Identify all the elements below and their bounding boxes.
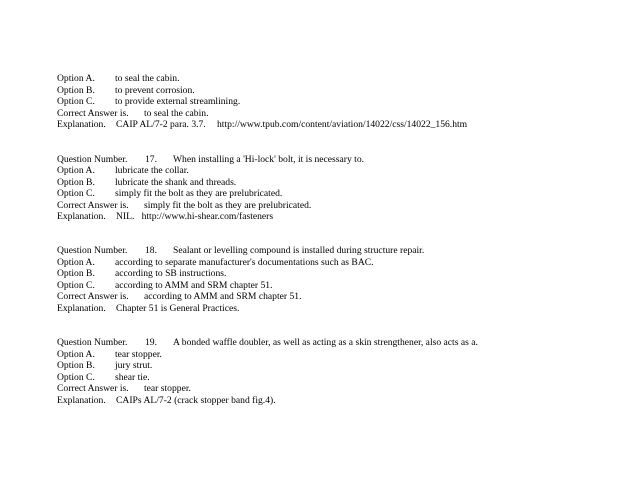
q18-option-b <box>57 268 226 279</box>
q17-question <box>57 154 364 165</box>
option-label: Option C. <box>57 188 95 199</box>
question-number: 18. <box>145 245 157 256</box>
q16-option-b <box>57 85 195 96</box>
explanation-url: http://www.tpub.com/content/aviation/14022/css/14022_156.htm <box>217 119 468 130</box>
explanation-text: Chapter 51 is General Practices. <box>116 303 240 314</box>
q17-option-a <box>57 165 189 176</box>
q18-option-a <box>57 257 374 268</box>
correct-text: tear stopper. <box>144 383 191 394</box>
explanation-ref: CAIP AL/7-2 para. 3.7. <box>116 119 206 130</box>
option-text: to seal the cabin. <box>115 73 180 84</box>
option-text: according to separate manufacturer's documentations such as BAC. <box>115 257 374 268</box>
question-number: 19. <box>145 337 157 348</box>
correct-text: to seal the cabin. <box>144 108 209 119</box>
q17-option-b <box>57 177 236 188</box>
explanation-label: Explanation. <box>57 303 106 314</box>
question-text: Sealant or levelling compound is installed during structure repair. <box>173 245 425 256</box>
correct-label: Correct Answer is. <box>57 383 129 394</box>
option-text: simply fit the bolt as they are prelubricated. <box>115 188 283 199</box>
q18-option-c <box>57 280 272 291</box>
correct-text: simply fit the bolt as they are prelubricated. <box>144 200 312 211</box>
explanation-text: CAIPs AL/7-2 (crack stopper band fig.4). <box>116 395 276 406</box>
option-label: Option B. <box>57 360 95 371</box>
correct-label: Correct Answer is. <box>57 291 129 302</box>
option-label: Option A. <box>57 165 95 176</box>
q19-question <box>57 337 478 348</box>
option-text: jury strut. <box>115 360 153 371</box>
question-label: Question Number. <box>57 245 128 256</box>
option-text: according to SB instructions. <box>115 268 227 279</box>
option-label: Option A. <box>57 73 95 84</box>
correct-text: according to AMM and SRM chapter 51. <box>144 291 302 302</box>
q18-correct-answer <box>57 291 301 302</box>
q17-option-c <box>57 188 282 199</box>
option-label: Option A. <box>57 257 95 268</box>
question-label: Question Number. <box>57 154 128 165</box>
option-label: Option B. <box>57 85 95 96</box>
explanation-label: Explanation. <box>57 395 106 406</box>
option-text: lubricate the collar. <box>115 165 189 176</box>
explanation-label: Explanation. <box>57 119 106 130</box>
question-text: When installing a 'Hi-lock' bolt, it is necessary to. <box>173 154 365 165</box>
option-label: Option A. <box>57 349 95 360</box>
question-text: A bonded waffle doubler, as well as acting as a skin strengthener, also acts as a. <box>173 337 478 348</box>
option-text: lubricate the shank and threads. <box>115 177 237 188</box>
q19-correct-answer <box>57 383 191 394</box>
explanation-text: NIL. http://www.hi-shear.com/fasteners <box>116 211 274 222</box>
q19-option-a <box>57 349 162 360</box>
option-label: Option B. <box>57 268 95 279</box>
q16-option-a <box>57 73 179 84</box>
q16-explanation <box>57 119 467 130</box>
option-label: Option C. <box>57 280 95 291</box>
q19-option-b <box>57 360 152 371</box>
option-text: to prevent corrosion. <box>115 85 195 96</box>
option-text: tear stopper. <box>115 349 162 360</box>
option-label: Option C. <box>57 96 95 107</box>
option-text: shear tie. <box>115 372 150 383</box>
q19-option-c <box>57 372 150 383</box>
question-number: 17. <box>145 154 157 165</box>
explanation-label: Explanation. <box>57 211 106 222</box>
option-text: according to AMM and SRM chapter 51. <box>115 280 273 291</box>
q17-explanation <box>57 211 273 222</box>
q18-question <box>57 245 424 256</box>
correct-label: Correct Answer is. <box>57 200 129 211</box>
q16-correct-answer <box>57 108 208 119</box>
q17-correct-answer <box>57 200 311 211</box>
option-label: Option C. <box>57 372 95 383</box>
q19-explanation <box>57 395 276 406</box>
question-label: Question Number. <box>57 337 128 348</box>
q18-explanation <box>57 303 239 314</box>
correct-label: Correct Answer is. <box>57 108 129 119</box>
option-label: Option B. <box>57 177 95 188</box>
q16-option-c <box>57 96 240 107</box>
option-text: to provide external streamlining. <box>115 96 241 107</box>
